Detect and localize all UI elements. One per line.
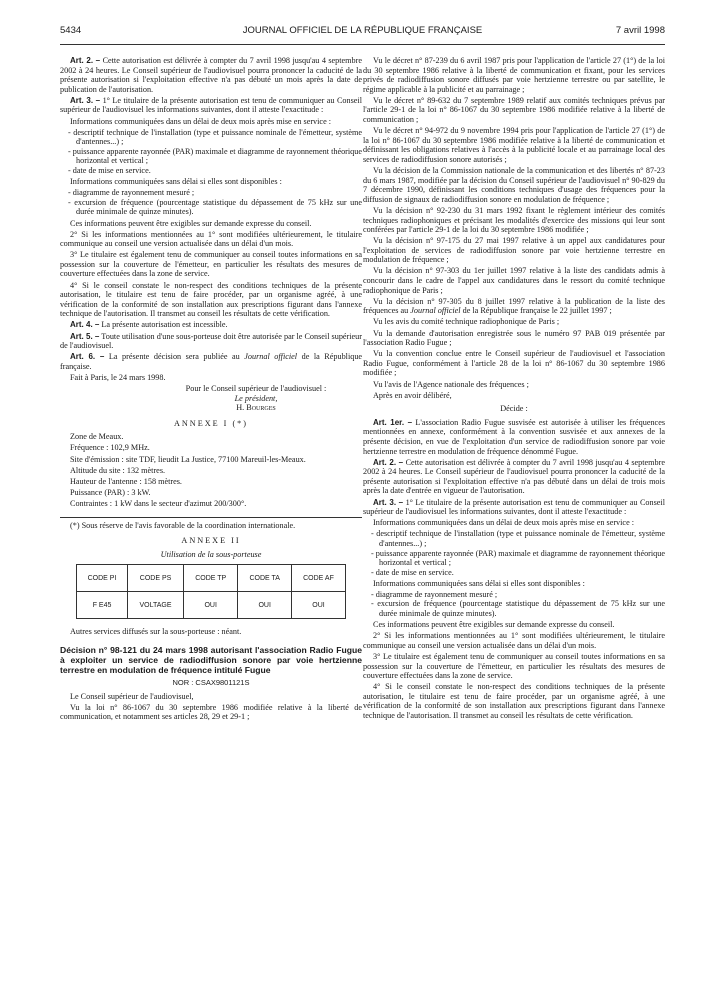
table-row bbox=[77, 592, 346, 619]
list-item: - diagramme de rayonnement mesuré ; bbox=[371, 589, 498, 599]
vu-loi: Vu la loi n° 86-1067 du 30 septembre 1986 modifiée relative à la liberté de communication, et notamment ses articles 28, 29 et 29-1 ; bbox=[60, 702, 362, 722]
article-4: Art. 4. – La présente autorisation est incessible. bbox=[70, 320, 228, 330]
table-header-cell: CODE TA bbox=[238, 565, 292, 592]
vu-paragraph: Vu la décision n° 97-303 du 1er juillet 1997 relative à la liste des candidats admis à concourir dans le cadre de l'appel aux candidatures dans le ressort du comité technique radiophonique de Paris ; bbox=[363, 266, 665, 295]
autres-services: Autres services diffusés sur la sous-porteuse : néant. bbox=[70, 627, 242, 637]
info-no-delay: Informations communiquées sans délai si elles sont disponibles : bbox=[373, 578, 585, 588]
list-item: - descriptif technique de l'installation (type et puissance nominale de l'émetteur, système d'antennes...) ; bbox=[68, 127, 362, 147]
annexe-2-title: ANNEXE II bbox=[181, 536, 241, 546]
table-header-cell: CODE AF bbox=[291, 565, 345, 592]
vu-paragraph: Vu la demande d'autorisation enregistrée sous le numéro 97 PAB 019 présentée par l'association Radio Fugue ; bbox=[363, 328, 665, 348]
vu-paragraph-jo: Vu la décision n° 97-305 du 8 juillet 1997 relative à la publication de la liste des fréquences au Journal officiel de la République française le 22 juillet 1997 ; bbox=[363, 296, 665, 316]
vu-paragraph: Vu la décision n° 92-230 du 31 mars 1992 fixant le règlement intérieur des comités techniques radiophoniques et précisant les modalités d'exercice des missions qui leur sont conférées par l'article 29-1 de la loi du 30 septembre 1986 modifiée ; bbox=[363, 205, 665, 235]
signature-name: H. Bourges bbox=[236, 403, 276, 413]
vu-paragraph: Vu le décret n° 94-972 du 9 novembre 1994 pris pour l'application de l'article 27 (1°) de la loi n° 86-1067 du 30 septembre 1986 modifiée relative à la liberté de communication et définissant les obligations relatives à l'accès à la publicité locale et au parrainage local des services de radiodiffusion sonore autorisés ; bbox=[363, 126, 665, 164]
table-header-row bbox=[77, 565, 346, 592]
decision-title: Décision n° 98-121 du 24 mars 1998 autorisant l'association Radio Fugue à exploiter un service de radiodiffusion sonore par voie hertzienne terrestre en modulation de fréquence intitulé Fugue bbox=[60, 644, 362, 675]
issue-date: 7 avril 1998 bbox=[615, 25, 665, 36]
subcarrier-table bbox=[76, 564, 346, 619]
info-exigibles: Ces informations peuvent être exigibles sur demande expresse du conseil. bbox=[70, 218, 312, 228]
vu-paragraph: Vu l'avis de l'Agence nationale des fréquences ; bbox=[373, 379, 529, 389]
info-two-months: Informations communiquées dans un délai de deux mois après mise en service : bbox=[373, 518, 635, 528]
table-cell: OUI bbox=[238, 592, 292, 619]
article-3: Art. 3. – 1° Le titulaire de la présente autorisation est tenu de communiquer au Conseil supérieur de l'audiovisuel les informations suivantes, dont il atteste l'exactitude : bbox=[363, 497, 665, 517]
left-column bbox=[60, 56, 362, 723]
annex-frequence: Fréquence : 102,9 MHz. bbox=[70, 443, 150, 453]
vu-paragraph: Après en avoir délibéré, bbox=[373, 390, 452, 400]
list-no-delay bbox=[60, 188, 362, 217]
vu-paragraph: Vu le décret n° 89-632 du 7 septembre 1989 relatif aux comités techniques prévus par l'article 29-1 de la loi n° 86-1067 du 30 septembre 1986 modifiée relative à la liberté de communication ; bbox=[363, 95, 665, 125]
list-item: - puissance apparente rayonnée (PAR) maximale et diagramme de rayonnement théorique horizontal et vertical ; bbox=[371, 548, 665, 568]
annex-site: Site d'émission : site TDF, lieudit La Justice, 77100 Mareuil-les-Meaux. bbox=[70, 454, 306, 464]
header-rule bbox=[60, 44, 665, 45]
list-item: - diagramme de rayonnement mesuré ; bbox=[68, 188, 195, 198]
table-header-cell: CODE PI bbox=[77, 565, 128, 592]
article-3: Art. 3. – 1° Le titulaire de la présente autorisation est tenu de communiquer au Conseil supérieur de l'audiovisuel les informations suivantes, dont il atteste l'exactitude : bbox=[60, 95, 362, 115]
list-item: - date de mise en service. bbox=[371, 567, 454, 577]
table-cell: OUI bbox=[184, 592, 238, 619]
paragraph-3: 3° Le titulaire est également tenu de communiquer au conseil toutes informations en sa possession sur la couverture de l'émetteur, en particulier les résultats des mesures de couverture effectuées dans la zone de service. bbox=[363, 651, 665, 681]
info-no-delay: Informations communiquées sans délai si elles sont disponibles : bbox=[70, 177, 282, 187]
vu-paragraph: Vu la décision n° 97-175 du 27 mai 1997 relative à un appel aux candidatures pour l'exploitation de services de radiodiffusion sonore par voie hertzienne terrestre en modulation de fréquence ; bbox=[363, 236, 665, 265]
journal-title: JOURNAL OFFICIEL DE LA RÉPUBLIQUE FRANÇAISE bbox=[242, 25, 483, 36]
list-two-months bbox=[363, 529, 665, 577]
annex-puissance: Puissance (PAR) : 3 kW. bbox=[70, 487, 151, 497]
annexe-1-title: ANNEXE I (*) bbox=[173, 418, 249, 428]
right-column bbox=[363, 56, 665, 722]
annex-hauteur: Hauteur de l'antenne : 158 mètres. bbox=[70, 476, 182, 486]
signature-block bbox=[150, 384, 362, 413]
table-cell: VOLTAGE bbox=[128, 592, 184, 619]
vu-paragraph: Vu la décision de la Commission nationale de la communication et des libertés n° 87-23 du 6 mars 1987, modifiée par la décision du Conseil supérieur de l'audiovisuel n° 90-829 du 7 décembre 1990, définissant les conditions techniques d'usage des fréquences pour la diffusion de signaux de radiodiffusion sonore en modulation de fréquence ; bbox=[363, 166, 665, 204]
table-header-cell: CODE TP bbox=[184, 565, 238, 592]
list-two-months bbox=[60, 128, 362, 176]
article-1: Art. 1er. – L'association Radio Fugue susvisée est autorisée à utiliser les fréquences mentionnées en annexe, conformément à la convention susvisée et aux annexes de la présente décision, en vue de l'exploitation d'un service de radiodiffusion sonore par voie hertzienne terrestre en modulation de fréquence dénommé Fugue. bbox=[363, 417, 666, 456]
list-item: - descriptif technique de l'installation (type et puissance nominale de l'émetteur, système d'antennes...) ; bbox=[371, 529, 665, 548]
table-header-cell: CODE PS bbox=[128, 565, 184, 592]
list-item: - puissance apparente rayonnée (PAR) maximale et diagramme de rayonnement théorique horizontal et vertical ; bbox=[68, 146, 362, 166]
fait-a-paris: Fait à Paris, le 24 mars 1998. bbox=[70, 372, 166, 382]
paragraph-3: 3° Le titulaire est également tenu de communiquer au conseil toutes informations en sa possession sur la couverture de l'émetteur, en particulier les résultats des mesures de couverture effectuées dans la zone de service. bbox=[60, 250, 362, 279]
list-item: - date de mise en service. bbox=[68, 166, 151, 176]
table-cell: F E45 bbox=[77, 592, 128, 619]
article-2: Art. 2. – Cette autorisation est délivrée à compter du 7 avril 1998 jusqu'au 4 septembre 2002 à 24 heures. Le Conseil supérieur de l'audiovisuel pourra prononcer la caducité de la présente autorisation si l'exploitation effective n'a pas débuté un mois après la date de publication de l'autorisation. bbox=[60, 56, 362, 94]
vu-paragraph: Vu les avis du comité technique radiophonique de Paris ; bbox=[373, 317, 560, 327]
info-exigibles: Ces informations peuvent être exigibles sur demande expresse du conseil. bbox=[373, 620, 615, 630]
le-conseil: Le Conseil supérieur de l'audiovisuel, bbox=[70, 691, 194, 701]
article-6: Art. 6. – La présente décision sera publiée au Journal officiel de la République française. bbox=[60, 352, 363, 371]
annex-contraintes: Contraintes : 1 kW dans le secteur d'azimut 200/300°. bbox=[70, 498, 247, 508]
signature-title: Le président, bbox=[234, 393, 278, 403]
annex-altitude: Altitude du site : 132 mètres. bbox=[70, 465, 166, 475]
footnote: (*) Sous réserve de l'avis favorable de la coordination internationale. bbox=[70, 520, 296, 530]
annexe-2-subtitle: Utilisation de la sous-porteuse bbox=[160, 549, 262, 559]
page-number: 5434 bbox=[60, 25, 82, 36]
footnote-rule bbox=[60, 517, 362, 518]
article-5: Art. 5. – Toute utilisation d'une sous-porteuse doit être autorisée par le Conseil supérieur de l'audiovisuel. bbox=[60, 331, 363, 351]
decide-heading: Décide : bbox=[500, 404, 528, 414]
paragraph-2: 2° Si les informations mentionnées au 1° sont modifiées ultérieurement, le titulaire communique au conseil une version actualisée dans un délai d'un mois. bbox=[60, 229, 362, 249]
page-header bbox=[60, 25, 665, 39]
list-no-delay bbox=[363, 590, 665, 619]
table-cell: OUI bbox=[291, 592, 345, 619]
list-item: - excursion de fréquence (pourcentage statistique du dépassement de 75 kHz sur une durée minimale de quinze minutes). bbox=[371, 599, 665, 619]
nor-reference: NOR : CSAX9801121S bbox=[172, 677, 250, 687]
paragraph-4: 4° Si le conseil constate le non-respect des conditions techniques de la présente autorisation, le titulaire est tenu de faire procéder, par un organisme agréé, à une vérification de la conformité de son installation aux prescriptions figurant dans l'annexe technique de l'autorisation. Il transmet au conseil les résultats de cette vérification. bbox=[363, 682, 665, 720]
signature-pour: Pour le Conseil supérieur de l'audiovisuel : bbox=[185, 384, 327, 393]
paragraph-4: 4° Si le conseil constate le non-respect des conditions techniques de la présente autorisation, le titulaire est tenu de faire procéder, par un organisme agréé, à une vérification de la conformité de son installation aux prescriptions figurant dans l'annexe technique de l'autorisation. Il transmet au conseil les résultats de cette vérification. bbox=[60, 280, 362, 319]
vu-paragraph: Vu le décret n° 87-239 du 6 avril 1987 pris pour l'application de l'article 27 (1°) de la loi du 30 septembre 1986 relative à la liberté de communication et fixant, pour les services privés de radiodiffusion sonore diffusés par voie hertzienne terrestre ou par satellite, le régime applicable à la publicité et au parrainage ; bbox=[363, 56, 665, 94]
info-two-months: Informations communiquées dans un délai de deux mois après mise en service : bbox=[70, 116, 332, 126]
vu-paragraph: Vu la convention conclue entre le Conseil supérieur de l'audiovisuel et l'association Radio Fugue, conformément à l'article 28 de la loi n° 86-1067 du 30 septembre 1986 modifiée ; bbox=[363, 349, 665, 378]
annex-zone: Zone de Meaux. bbox=[70, 432, 124, 442]
list-item: - excursion de fréquence (pourcentage statistique du dépassement de 75 kHz sur une durée minimale de quinze minutes). bbox=[68, 197, 362, 217]
article-2: Art. 2. – Cette autorisation est délivrée à compter du 7 avril 1998 jusqu'au 4 septembre 2002 à 24 heures. Le Conseil supérieur de l'audiovisuel pourra prononcer la caducité de la présente autorisation si l'exploitation effective n'a pas débuté dans un délai de trois mois après la date d'entrée en vigueur de l'autorisation. bbox=[363, 457, 665, 496]
paragraph-2: 2° Si les informations mentionnées au 1° sont modifiées ultérieurement, le titulaire communique au conseil une version actualisée dans un délai d'un mois. bbox=[363, 631, 665, 650]
